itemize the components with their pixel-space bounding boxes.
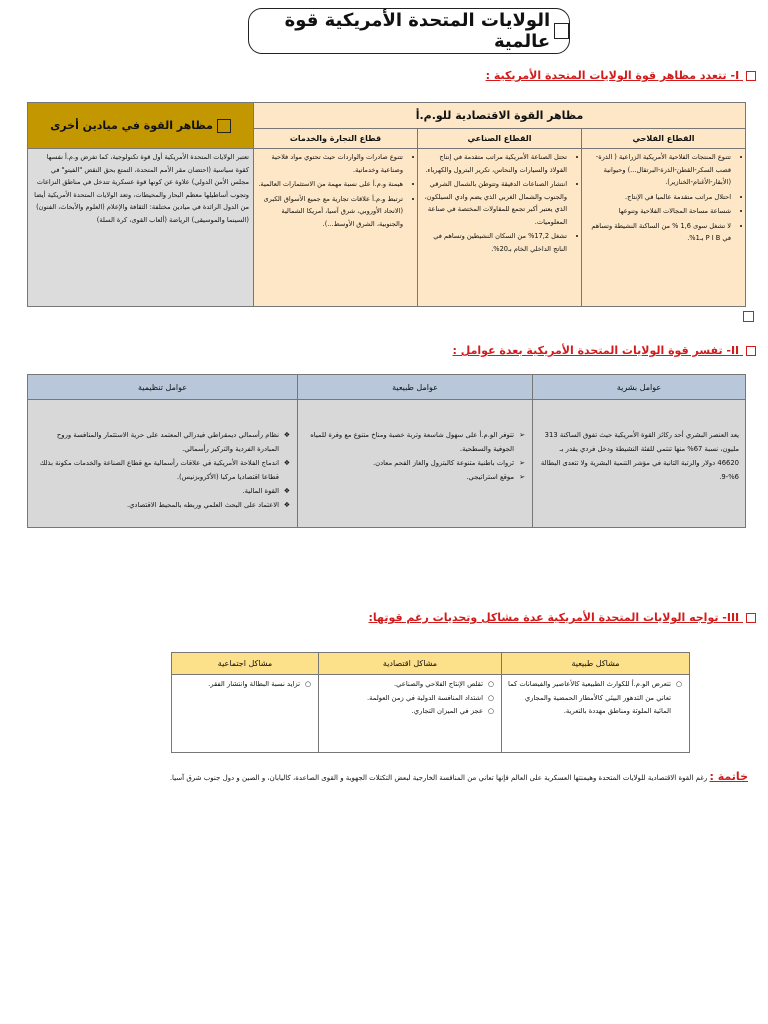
section1-heading-text: I- تتعدد مظاهر قوة الولايات المتحدة الأمريكية : <box>485 69 740 82</box>
paragraph: يعد العنصر البشري أحد ركائز القوة الأمريكية حيث تفوق الساكنة 313 مليون، نسبة 67% منها تنتمي للفئة النشيطة ودخل فردي يقدر بـ 46620 دولار والرتبة الثانية في مؤشر التنمية البشرية ولا تتعدى البطالة 6%-9. <box>540 431 739 481</box>
list-item: • تحتل الصناعة الأمريكية مراتب متقدمة في إنتاج الفولاذ والسيارات والنحاس، تكرير البترول والكهرباء. <box>422 151 567 176</box>
list-item: ○ تتعرض الو.م.أ للكوارث الطبيعية كالأعاصير والفيضانات كما تعاني من التدهور البيئي كالأمطار الحمضية والمجاري المائية الملوثة ومناطق مهددة بالتعرية. <box>508 678 671 719</box>
header-natural-problems: مشاكل طبيعية <box>502 653 690 675</box>
subheader-industry: القطاع الصناعي <box>418 129 582 149</box>
economic-power-table <box>27 102 746 307</box>
list-item: • تشغل 17,2% من السكان النشيطين وتساهم في الناتج الداخلي الخام بـ20%. <box>422 230 567 255</box>
header-other-power-text: مظاهر القوة في ميادين أخرى <box>50 118 213 132</box>
natural-factors-cell <box>298 400 533 528</box>
section1-heading <box>486 69 756 82</box>
square-bullet-icon <box>746 613 756 623</box>
list-item: ○ عجز في الميزان التجاري. <box>325 705 483 719</box>
square-bullet-icon <box>743 311 754 322</box>
subheader-agriculture: القطاع الفلاحي <box>582 129 746 149</box>
subheader-trade-services: قطاع التجارة والخدمات <box>254 129 418 149</box>
list-item: • تتنوع صادرات والواردات حيث تحتوي مواد فلاحية وصناعية وخدماتية. <box>258 151 403 176</box>
social-problems-cell <box>172 675 319 753</box>
list-item: • ترتبط و.م.أ علاقات تجارية مع جميع الأسواق الكبرى (الاتحاد الأوروبي، شرق آسيا، أمريكا الشمالية والجنوبية، الشرق الأوسط...). <box>258 193 403 231</box>
list-item: ○ اشتداد المنافسة الدولية في زمن العولمة. <box>325 692 483 706</box>
natural-problems-cell <box>502 675 690 753</box>
square-bullet-icon <box>746 346 756 356</box>
conclusion <box>170 770 748 783</box>
list-item: • احتلال مراتب متقدمة عالميا في الإنتاج. <box>586 191 731 204</box>
section3-heading <box>369 611 756 624</box>
list-item: ○ تزايد نسبة البطالة وانتشار الفقر. <box>178 678 300 692</box>
industry-cell <box>418 149 582 307</box>
list-item: • انتشار الصناعات الدقيقة وتتوطن بالشمال الشرقي والجنوب والشمال الغربي الذي يضم وادي السيلكون، الذي يعتبر أكبر تجمع للمقاولات المختصة في صناعة المعلوميات. <box>422 178 567 228</box>
list-item: ❖ الاعتماد على البحث العلمي وربطه بالمحيط الاقتصادي. <box>34 498 279 512</box>
page-title-text: الولايات المتحدة الأمريكية قوة عالمية <box>284 10 551 52</box>
human-factors-cell <box>533 400 746 528</box>
organizational-factors-cell <box>28 400 298 528</box>
square-bullet-icon <box>217 119 231 133</box>
conclusion-label: خاتمة : <box>709 770 748 783</box>
list-item: • شساعة مساحة المجالات الفلاحية وتنوعها <box>586 205 731 218</box>
square-bullet-icon <box>746 71 756 81</box>
list-item: ➢ ثروات باطنية متنوعة كالبترول والغاز الفحم معادن. <box>304 456 514 470</box>
header-organizational-factors: عوامل تنظيمية <box>28 375 298 400</box>
section3-heading-text: III- تواجه الولايات المتحدة الأمريكية عدة مشاكل وتحديات رغم قوتها: <box>368 611 740 624</box>
list-item: • لا تشغل سوى 1,6 % من الساكنة النشيطة وتساهم في P I B بـ1%. <box>586 220 731 245</box>
header-economic-power: مظاهر القوة الاقتصادية للو.م.أ <box>254 103 746 129</box>
paragraph: (السينما والموسيقى) الرياضة (ألعاب القوى، كرة السلة) <box>96 215 249 224</box>
economic-problems-cell <box>319 675 502 753</box>
list-item: ❖ اندماج الفلاحة الأمريكية في علاقات رأسمالية مع قطاع الصناعة والخدمات مكونة بذلك قطاعا اقتصاديا مركبا (الأكروبزنيس). <box>34 456 279 484</box>
list-item: • هيمنة و.م.أ على نسبة مهمة من الاستثمارات العالمية. <box>258 178 403 191</box>
header-economic-problems: مشاكل اقتصادية <box>319 653 502 675</box>
section2-heading-text: II- تفسر قوة الولايات المتحدة الأمريكية بعدة عوامل : <box>452 344 740 357</box>
checkbox-square-icon <box>554 23 569 39</box>
header-other-power <box>28 103 254 149</box>
header-human-factors: عوامل بشرية <box>533 375 746 400</box>
conclusion-text: رغم القوة الاقتصادية للولايات المتحدة وهيمنتها العسكرية على العالم فإنها تعاني من المنافسة الخارجية لبعض التكتلات الجهوية و القوى الصاعدة، كاليابان، و الصين و دول جنوب شرق آسيا. <box>169 774 708 782</box>
other-power-cell <box>28 149 254 307</box>
list-item: ❖ القوة المالية. <box>34 484 279 498</box>
factors-table <box>27 374 746 528</box>
page-title <box>248 8 570 54</box>
section2-heading <box>453 344 756 357</box>
list-item: ➢ موقع استراتيجي. <box>304 470 514 484</box>
header-social-problems: مشاكل اجتماعية <box>172 653 319 675</box>
list-item: ➢ تتوفر الو.م.أ على سهول شاسعة وتربة خصبة ومناخ متنوع مع وفرة للمياه الجوفية والسطحية. <box>304 428 514 456</box>
header-natural-factors: عوامل طبيعية <box>298 375 533 400</box>
trade-services-cell <box>254 149 418 307</box>
paragraph: تعتبر الولايات المتحدة الأمريكية أول قوة تكنولوجية، كما تفرض و.م.أ نفسها كقوة سياسية (احتضان مقر الأمم المتحدة، التمتع بحق النقض "الفيتو" في مجلس الأمن الدولي) علاوة عن كونها قوة عسكرية تتدخل في مناطق النزاعات وتجوب أساطيلها معظم البحار والمحيطات، وتعد الولايات المتحدة الأمريكية أيضا من الدول الرائدة في ميادين مختلفة: الثقافة والإعلام (العلوم والأبحاث، الفنون) <box>34 153 249 211</box>
problems-table <box>171 652 690 753</box>
list-item: • تتنوع المنتجات الفلاحية الأمريكية الزراعية ( الذرة-قصب السكر-القطن-الذرة-البرتقال...) وحيوانية (الأبقار-الأغنام-الخنازير). <box>586 151 731 189</box>
list-item: ○ تقلص الإنتاج الفلاحي والصناعي. <box>325 678 483 692</box>
agriculture-cell <box>582 149 746 307</box>
list-item: ❖ نظام رأسمالي ديمقراطي فيدرالي المعتمد على حرية الاستثمار والمنافسة وروح المبادرة الفردية والتركيز رأسمالي. <box>34 428 279 456</box>
